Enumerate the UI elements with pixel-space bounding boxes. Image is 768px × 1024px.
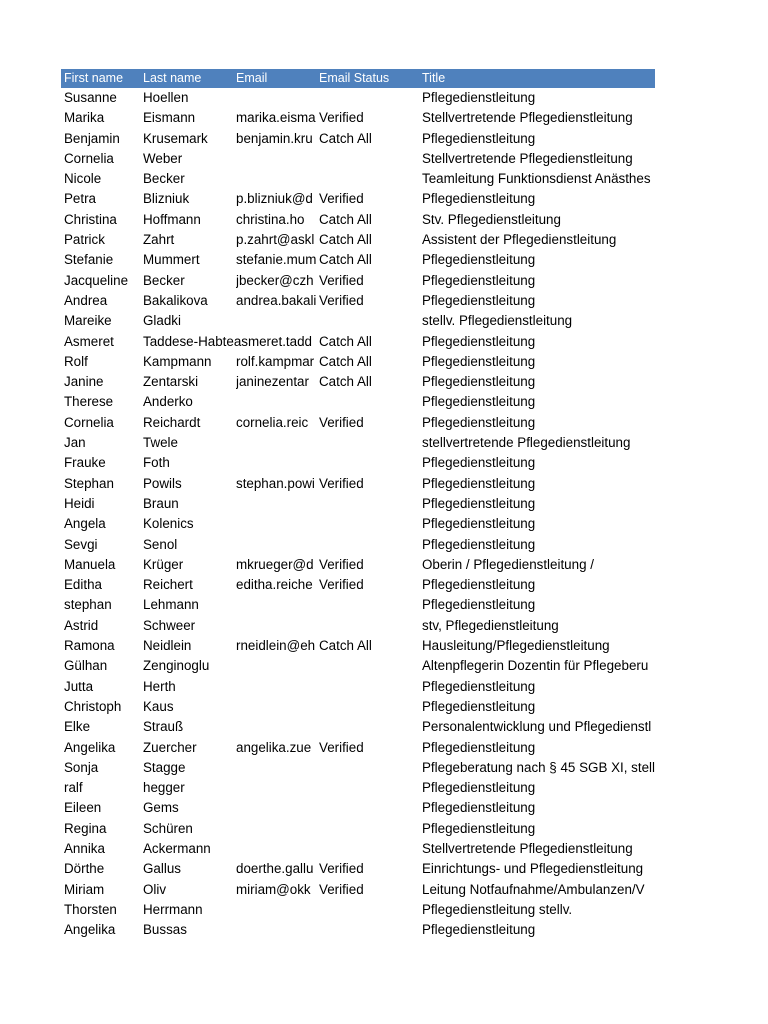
email-cell[interactable]: stephan.powi xyxy=(236,475,315,491)
email-status-cell[interactable] xyxy=(319,595,421,615)
table-row xyxy=(61,189,655,209)
email-status-cell[interactable]: Catch All xyxy=(319,130,372,146)
title-cell[interactable]: Pflegedienstleitung xyxy=(422,698,536,714)
first-name-cell[interactable]: Gülhan xyxy=(64,658,108,674)
email-status-cell[interactable]: Verified xyxy=(319,414,364,430)
email-cell[interactable]: benjamin.kru xyxy=(236,130,313,146)
email-status-cell[interactable]: Verified xyxy=(319,861,364,877)
table-row xyxy=(61,433,655,453)
last-name-cell[interactable]: Kaus xyxy=(143,698,174,714)
table-row xyxy=(61,332,655,352)
first-name-cell[interactable]: Astrid xyxy=(64,617,99,633)
email-cell[interactable] xyxy=(236,778,318,798)
email-status-cell[interactable]: Verified xyxy=(319,577,364,593)
table-row xyxy=(61,535,655,555)
email-status-cell[interactable]: Catch All xyxy=(319,374,372,390)
email-cell[interactable] xyxy=(236,677,318,697)
last-name-cell[interactable]: Taddese-Habteasmeret.tadd xyxy=(143,333,312,349)
title-cell[interactable]: Pflegedienstleitung xyxy=(422,739,536,755)
last-name-cell[interactable]: Zuercher xyxy=(143,739,197,755)
email-cell[interactable] xyxy=(236,616,318,636)
table-row xyxy=(61,758,655,778)
email-status-cell[interactable]: Catch All xyxy=(319,232,372,248)
email-status-cell[interactable] xyxy=(319,311,421,331)
first-name-cell[interactable]: Nicole xyxy=(64,171,102,187)
email-status-cell[interactable]: Catch All xyxy=(319,211,372,227)
table-row xyxy=(61,392,655,412)
table-row xyxy=(61,250,655,270)
title-cell[interactable]: Pflegedienstleitung xyxy=(422,272,536,288)
title-cell[interactable]: Pflegedienstleitung xyxy=(422,455,536,471)
table-row xyxy=(61,595,655,615)
email-cell[interactable] xyxy=(236,758,318,778)
email-cell[interactable] xyxy=(236,169,318,189)
title-cell[interactable]: Leitung Notfaufnahme/Ambulanzen/V xyxy=(422,881,645,897)
email-status-cell[interactable]: Verified xyxy=(319,475,364,491)
email-status-cell[interactable] xyxy=(319,920,421,940)
title-cell[interactable]: Pflegedienstleitung stellv. xyxy=(422,901,573,917)
table-row xyxy=(61,717,655,737)
email-cell[interactable]: christina.ho xyxy=(236,211,305,227)
email-cell[interactable]: jbecker@czh xyxy=(236,272,314,288)
first-name-cell[interactable]: Sevgi xyxy=(64,536,98,552)
last-name-cell[interactable]: Zahrt xyxy=(143,232,175,248)
title-cell[interactable]: Pflegedienstleitung xyxy=(422,414,536,430)
email-cell[interactable]: miriam@okk xyxy=(236,881,311,897)
title-cell[interactable]: Pflegedienstleitung xyxy=(422,678,536,694)
last-name-cell[interactable]: Krüger xyxy=(143,556,184,572)
first-name-cell[interactable]: Thorsten xyxy=(64,901,117,917)
email-cell[interactable] xyxy=(236,332,318,352)
first-name-cell[interactable]: Editha xyxy=(64,577,102,593)
email-cell[interactable]: editha.reiche xyxy=(236,577,313,593)
table-row xyxy=(61,352,655,372)
first-name-cell[interactable]: Eileen xyxy=(64,800,102,816)
first-name-cell[interactable]: Manuela xyxy=(64,556,116,572)
email-cell[interactable] xyxy=(236,920,318,940)
first-name-cell[interactable]: Stephan xyxy=(64,475,114,491)
title-cell[interactable]: Pflegedienstleitung xyxy=(422,475,536,491)
email-cell[interactable]: angelika.zue xyxy=(236,739,312,755)
first-name-cell[interactable]: Angelika xyxy=(64,739,116,755)
email-status-cell[interactable]: Verified xyxy=(319,739,364,755)
header-email-status[interactable]: Email Status xyxy=(319,71,390,85)
last-name-cell[interactable]: Schüren xyxy=(143,820,193,836)
last-name-cell[interactable]: Lehmann xyxy=(143,597,199,613)
contact-table xyxy=(61,69,655,940)
first-name-cell[interactable]: Asmeret xyxy=(64,333,114,349)
title-cell[interactable]: Pflegedienstleitung xyxy=(422,252,536,268)
table-row xyxy=(61,697,655,717)
last-name-cell[interactable]: Gladki xyxy=(143,313,181,329)
last-name-cell[interactable]: hegger xyxy=(143,780,185,796)
table-row xyxy=(61,88,655,108)
email-status-cell[interactable] xyxy=(319,656,421,676)
first-name-cell[interactable]: Petra xyxy=(64,191,97,207)
title-cell[interactable]: Stellvertretende Pflegedienstleitung xyxy=(422,840,633,856)
last-name-cell[interactable]: Bakalikova xyxy=(143,292,208,308)
header-first-name[interactable]: First name xyxy=(64,71,124,85)
title-cell[interactable]: Stellvertretende Pflegedienstleitung xyxy=(422,110,633,126)
email-status-cell[interactable]: Verified xyxy=(319,272,364,288)
email-cell[interactable] xyxy=(236,88,318,108)
email-status-cell[interactable]: Verified xyxy=(319,881,364,897)
table-row xyxy=(61,514,655,534)
first-name-cell[interactable]: Cornelia xyxy=(64,414,114,430)
title-cell[interactable]: Pflegedienstleitung xyxy=(422,780,536,796)
title-cell[interactable]: Hausleitung/Pflegedienstleitung xyxy=(422,638,610,654)
email-cell[interactable] xyxy=(236,819,318,839)
table-body xyxy=(61,88,655,940)
title-cell[interactable]: Pflegeberatung nach § 45 SGB XI, stell xyxy=(422,759,655,775)
first-name-cell[interactable]: Marika xyxy=(64,110,105,126)
email-cell[interactable] xyxy=(236,798,318,818)
email-cell[interactable] xyxy=(236,392,318,412)
email-status-cell[interactable]: Catch All xyxy=(319,353,372,369)
title-cell[interactable]: Personalentwicklung und Pflegedienstl xyxy=(422,719,652,735)
first-name-cell[interactable]: Therese xyxy=(64,394,114,410)
table-row xyxy=(61,636,655,656)
header-title[interactable]: Title xyxy=(422,71,446,85)
email-status-cell[interactable] xyxy=(319,677,421,697)
title-cell[interactable]: stellvertretende Pflegedienstleitung xyxy=(422,435,631,451)
table-row xyxy=(61,291,655,311)
table-row xyxy=(61,819,655,839)
first-name-cell[interactable]: Cornelia xyxy=(64,150,114,166)
email-cell[interactable] xyxy=(236,717,318,737)
email-status-cell[interactable] xyxy=(319,149,421,169)
table-row xyxy=(61,169,655,189)
email-cell[interactable]: p.zahrt@askl xyxy=(236,232,315,248)
table-row xyxy=(61,453,655,473)
table-row xyxy=(61,149,655,169)
first-name-cell[interactable]: Jan xyxy=(64,435,86,451)
last-name-cell[interactable]: Gallus xyxy=(143,861,181,877)
last-name-cell[interactable]: Eismann xyxy=(143,110,196,126)
last-name-cell[interactable]: Bussas xyxy=(143,922,187,938)
title-cell[interactable]: Einrichtungs- und Pflegedienstleitung xyxy=(422,861,644,877)
table-row xyxy=(61,474,655,494)
title-cell[interactable]: stv, Pflegedienstleitung xyxy=(422,617,559,633)
table-row xyxy=(61,311,655,331)
title-cell[interactable]: Pflegedienstleitung xyxy=(422,516,536,532)
email-status-cell[interactable]: Verified xyxy=(319,191,364,207)
first-name-cell[interactable]: Jutta xyxy=(64,678,94,694)
last-name-cell[interactable]: Neidlein xyxy=(143,638,192,654)
last-name-cell[interactable]: Reichert xyxy=(143,577,193,593)
title-cell[interactable]: Pflegedienstleitung xyxy=(422,495,536,511)
email-status-cell[interactable]: Catch All xyxy=(319,333,372,349)
last-name-cell[interactable]: Schweer xyxy=(143,617,196,633)
email-cell[interactable]: doerthe.gallu xyxy=(236,861,314,877)
email-status-cell[interactable] xyxy=(319,88,421,108)
first-name-cell[interactable]: Mareike xyxy=(64,313,112,329)
title-cell[interactable]: Pflegedienstleitung xyxy=(422,536,536,552)
table-row xyxy=(61,677,655,697)
email-cell[interactable] xyxy=(236,433,318,453)
email-status-cell[interactable]: Verified xyxy=(319,556,364,572)
last-name-cell[interactable]: Ackermann xyxy=(143,840,211,856)
email-cell[interactable] xyxy=(236,535,318,555)
header-email[interactable]: Email xyxy=(236,71,268,85)
first-name-cell[interactable]: Jacqueline xyxy=(64,272,129,288)
table-row xyxy=(61,555,655,575)
title-cell[interactable]: Assistent der Pflegedienstleitung xyxy=(422,232,617,248)
title-cell[interactable]: Stv. Pflegedienstleitung xyxy=(422,211,561,227)
last-name-cell[interactable]: Zenginoglu xyxy=(143,658,210,674)
first-name-cell[interactable]: Janine xyxy=(64,374,104,390)
table-row xyxy=(61,859,655,879)
last-name-cell[interactable]: Kolenics xyxy=(143,516,194,532)
title-cell[interactable]: Pflegedienstleitung xyxy=(422,130,536,146)
table-row xyxy=(61,920,655,940)
email-cell[interactable]: mkrueger@d xyxy=(236,556,314,572)
last-name-cell[interactable]: Senol xyxy=(143,536,178,552)
last-name-cell[interactable]: Krusemark xyxy=(143,130,208,146)
email-cell[interactable] xyxy=(236,839,318,859)
title-cell[interactable]: Pflegedienstleitung xyxy=(422,90,536,105)
first-name-cell[interactable]: stephan xyxy=(64,597,112,613)
last-name-cell[interactable]: Strauß xyxy=(143,719,184,735)
email-status-cell[interactable] xyxy=(319,839,421,859)
title-cell[interactable]: Pflegedienstleitung xyxy=(422,374,536,390)
email-status-cell[interactable] xyxy=(319,900,421,920)
title-cell[interactable]: Oberin / Pflegedienstleitung / xyxy=(422,556,594,572)
first-name-cell[interactable]: Benjamin xyxy=(64,130,120,146)
last-name-cell[interactable]: Blizniuk xyxy=(143,191,190,207)
email-status-cell[interactable] xyxy=(319,169,421,189)
first-name-cell[interactable]: Rolf xyxy=(64,353,88,369)
email-cell[interactable] xyxy=(236,311,318,331)
email-status-cell[interactable] xyxy=(319,758,421,778)
last-name-cell[interactable]: Twele xyxy=(143,435,178,451)
title-cell[interactable]: Pflegedienstleitung xyxy=(422,577,536,593)
title-cell[interactable]: Pflegedienstleitung xyxy=(422,820,536,836)
first-name-cell[interactable]: Angela xyxy=(64,516,106,532)
table-row xyxy=(61,880,655,900)
last-name-cell[interactable]: Oliv xyxy=(143,881,167,897)
last-name-cell[interactable]: Gems xyxy=(143,800,179,816)
table-row xyxy=(61,129,655,149)
first-name-cell[interactable]: Regina xyxy=(64,820,107,836)
email-status-cell[interactable] xyxy=(319,535,421,555)
email-status-cell[interactable] xyxy=(319,494,421,514)
title-cell[interactable]: Stellvertretende Pflegedienstleitung xyxy=(422,150,633,166)
first-name-cell[interactable]: Susanne xyxy=(64,90,117,105)
last-name-cell[interactable]: Becker xyxy=(143,272,185,288)
email-cell[interactable]: andrea.bakali xyxy=(236,292,317,308)
title-cell[interactable]: Pflegedienstleitung xyxy=(422,597,536,613)
email-cell[interactable] xyxy=(236,453,318,473)
header-last-name[interactable]: Last name xyxy=(143,71,202,85)
last-name-cell[interactable]: Reichardt xyxy=(143,414,201,430)
email-cell[interactable]: marika.eisma xyxy=(236,110,316,126)
email-status-cell[interactable] xyxy=(319,392,421,412)
table-row xyxy=(61,798,655,818)
table-row xyxy=(61,230,655,250)
table-row xyxy=(61,271,655,291)
table-row xyxy=(61,210,655,230)
table-row xyxy=(61,656,655,676)
table-row xyxy=(61,616,655,636)
last-name-cell[interactable]: Powils xyxy=(143,475,182,491)
email-status-cell[interactable]: Verified xyxy=(319,292,364,308)
table-row xyxy=(61,494,655,514)
last-name-cell[interactable]: Hoellen xyxy=(143,90,189,105)
title-cell[interactable]: Pflegedienstleitung xyxy=(422,394,536,410)
email-status-cell[interactable] xyxy=(319,778,421,798)
table-row xyxy=(61,778,655,798)
last-name-cell[interactable]: Braun xyxy=(143,495,179,511)
table-row xyxy=(61,108,655,128)
first-name-cell[interactable]: Christoph xyxy=(64,698,122,714)
first-name-cell[interactable]: Frauke xyxy=(64,455,106,471)
email-cell[interactable] xyxy=(236,697,318,717)
email-cell[interactable] xyxy=(236,149,318,169)
first-name-cell[interactable]: Elke xyxy=(64,719,91,735)
title-cell[interactable]: Pflegedienstleitung xyxy=(422,333,536,349)
title-cell[interactable]: Pflegedienstleitung xyxy=(422,191,536,207)
first-name-cell[interactable]: Annika xyxy=(64,840,105,856)
email-cell[interactable]: p.blizniuk@d xyxy=(236,191,313,207)
last-name-cell[interactable]: Hoffmann xyxy=(143,211,201,227)
email-status-cell[interactable] xyxy=(319,433,421,453)
email-status-cell[interactable] xyxy=(319,697,421,717)
title-cell[interactable]: Teamleitung Funktionsdienst Anästhes xyxy=(422,171,651,187)
first-name-cell[interactable]: Ramona xyxy=(64,638,115,654)
last-name-cell[interactable]: Kampmann xyxy=(143,353,212,369)
email-cell[interactable]: stefanie.mum xyxy=(236,252,317,268)
email-status-cell[interactable] xyxy=(319,514,421,534)
email-cell[interactable]: cornelia.reic xyxy=(236,414,309,430)
email-status-cell[interactable] xyxy=(319,453,421,473)
email-cell[interactable] xyxy=(236,514,318,534)
email-status-cell[interactable] xyxy=(319,798,421,818)
last-name-cell[interactable]: Becker xyxy=(143,171,185,187)
last-name-cell[interactable]: Herrmann xyxy=(143,901,203,917)
first-name-cell[interactable]: Heidi xyxy=(64,495,95,511)
email-cell[interactable] xyxy=(236,900,318,920)
title-cell[interactable]: Pflegedienstleitung xyxy=(422,800,536,816)
first-name-cell[interactable]: Patrick xyxy=(64,232,105,248)
first-name-cell[interactable]: Angelika xyxy=(64,922,116,938)
last-name-cell[interactable]: Zentarski xyxy=(143,374,199,390)
table-row xyxy=(61,900,655,920)
first-name-cell[interactable]: Sonja xyxy=(64,759,99,775)
email-status-cell[interactable]: Catch All xyxy=(319,252,372,268)
email-cell[interactable] xyxy=(236,494,318,514)
last-name-cell[interactable]: Anderko xyxy=(143,394,193,410)
first-name-cell[interactable]: Miriam xyxy=(64,881,105,897)
first-name-cell[interactable]: Christina xyxy=(64,211,117,227)
first-name-cell[interactable]: Dörthe xyxy=(64,861,105,877)
first-name-cell[interactable]: ralf xyxy=(64,780,83,796)
email-cell[interactable] xyxy=(236,656,318,676)
email-status-cell[interactable] xyxy=(319,819,421,839)
title-cell[interactable]: Pflegedienstleitung xyxy=(422,353,536,369)
last-name-cell[interactable]: Weber xyxy=(143,150,183,166)
title-cell[interactable]: Altenpflegerin Dozentin für Pflegeberu xyxy=(422,658,649,674)
table-row xyxy=(61,839,655,859)
table-row xyxy=(61,413,655,433)
email-status-cell[interactable] xyxy=(319,717,421,737)
email-cell[interactable] xyxy=(236,595,318,615)
last-name-cell[interactable]: Mummert xyxy=(143,252,200,268)
table-row xyxy=(61,738,655,758)
table-row xyxy=(61,372,655,392)
last-name-cell[interactable]: Foth xyxy=(143,455,170,471)
email-cell[interactable]: rneidlein@eh xyxy=(236,638,316,654)
email-status-cell[interactable]: Catch All xyxy=(319,638,372,654)
title-cell[interactable]: Pflegedienstleitung xyxy=(422,922,536,938)
email-status-cell[interactable]: Verified xyxy=(319,110,364,126)
first-name-cell[interactable]: Stefanie xyxy=(64,252,114,268)
header-row xyxy=(61,69,655,88)
last-name-cell[interactable]: Stagge xyxy=(143,759,186,775)
email-cell[interactable]: rolf.kampmar xyxy=(236,353,315,369)
title-cell[interactable]: Pflegedienstleitung xyxy=(422,292,536,308)
table-row xyxy=(61,575,655,595)
title-cell[interactable]: stellv. Pflegedienstleitung xyxy=(422,313,573,329)
last-name-cell[interactable]: Herth xyxy=(143,678,176,694)
email-cell[interactable]: janinezentar xyxy=(236,374,309,390)
email-status-cell[interactable] xyxy=(319,616,421,636)
first-name-cell[interactable]: Andrea xyxy=(64,292,108,308)
